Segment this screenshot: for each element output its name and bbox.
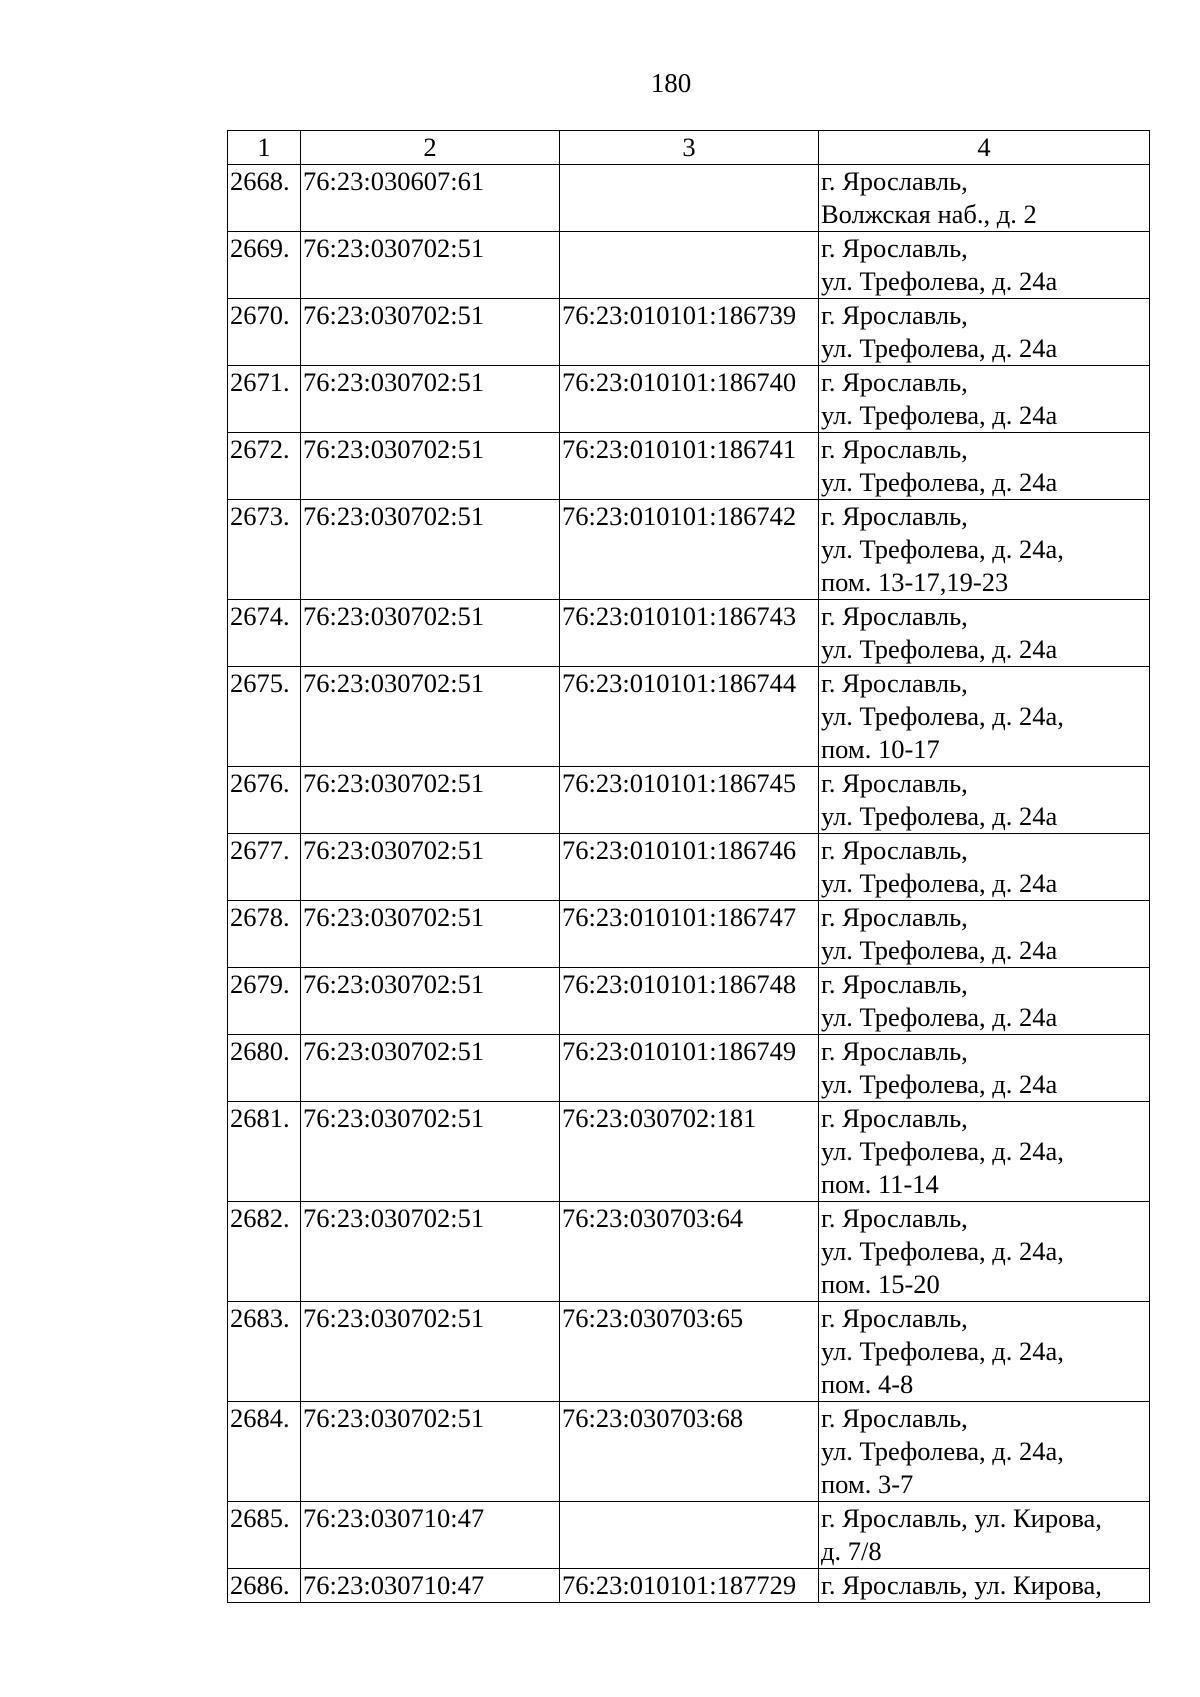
address-line: г. Ярославль,: [821, 434, 968, 464]
table-row: [228, 1402, 1150, 1502]
cadastral-number-cell: 76:23:030702:51: [301, 232, 560, 299]
table-row: [228, 834, 1150, 901]
cadastral-number-cell: 76:23:030702:51: [301, 834, 560, 901]
object-cadastral-number-cell: 76:23:010101:187729: [560, 1569, 819, 1603]
column-header-1: 1: [228, 131, 301, 165]
address-cell: [819, 901, 1150, 968]
cadastral-number-cell: 76:23:030702:51: [301, 968, 560, 1035]
cadastral-number-cell: 76:23:030702:51: [301, 433, 560, 500]
address-line: пом. 4-8: [821, 1369, 914, 1399]
address-line: Волжская наб., д. 2: [821, 199, 1037, 229]
object-cadastral-number-cell: 76:23:030702:181: [560, 1102, 819, 1202]
address-cell: [819, 1302, 1150, 1402]
row-number-cell: 2685.: [228, 1502, 301, 1569]
table-row: [228, 299, 1150, 366]
row-number-cell: 2684.: [228, 1402, 301, 1502]
address-line: ул. Трефолева, д. 24а,: [821, 1336, 1064, 1366]
address-line: ул. Трефолева, д. 24а,: [821, 1236, 1064, 1266]
table-row: [228, 500, 1150, 600]
address-cell: [819, 500, 1150, 600]
table-header-row: [228, 131, 1150, 165]
object-cadastral-number-cell: 76:23:010101:186739: [560, 299, 819, 366]
address-line: г. Ярославль,: [821, 969, 968, 999]
row-number-cell: 2677.: [228, 834, 301, 901]
table-row: [228, 1102, 1150, 1202]
row-number-cell: 2673.: [228, 500, 301, 600]
table-row: [228, 1035, 1150, 1102]
object-cadastral-number-cell: [560, 165, 819, 232]
row-number-cell: 2678.: [228, 901, 301, 968]
object-cadastral-number-cell: [560, 1502, 819, 1569]
address-line: г. Ярославль, ул. Кирова,: [821, 1570, 1102, 1600]
table-row: [228, 232, 1150, 299]
table-row: [228, 901, 1150, 968]
address-cell: [819, 232, 1150, 299]
object-cadastral-number-cell: 76:23:010101:186749: [560, 1035, 819, 1102]
address-line: пом. 3-7: [821, 1469, 914, 1499]
table-row: [228, 1202, 1150, 1302]
cadastral-number-cell: 76:23:030702:51: [301, 299, 560, 366]
column-header-2: 2: [301, 131, 560, 165]
address-line: пом. 13-17,19-23: [821, 567, 1009, 597]
address-line: г. Ярославль,: [821, 233, 968, 263]
address-cell: [819, 165, 1150, 232]
table-row: [228, 433, 1150, 500]
address-line: ул. Трефолева, д. 24а: [821, 266, 1058, 296]
cadastral-number-cell: 76:23:030702:51: [301, 767, 560, 834]
address-line: ул. Трефолева, д. 24а,: [821, 1436, 1064, 1466]
address-cell: [819, 1569, 1150, 1603]
cadastral-number-cell: 76:23:030702:51: [301, 667, 560, 767]
address-line: ул. Трефолева, д. 24а: [821, 1069, 1058, 1099]
object-cadastral-number-cell: 76:23:010101:186743: [560, 600, 819, 667]
object-cadastral-number-cell: 76:23:010101:186740: [560, 366, 819, 433]
object-cadastral-number-cell: 76:23:010101:186742: [560, 500, 819, 600]
table-row: [228, 165, 1150, 232]
address-cell: [819, 1102, 1150, 1202]
row-number-cell: 2683.: [228, 1302, 301, 1402]
address-cell: [819, 433, 1150, 500]
cadastral-number-cell: 76:23:030702:51: [301, 600, 560, 667]
address-line: г. Ярославль,: [821, 902, 968, 932]
address-cell: [819, 834, 1150, 901]
address-cell: [819, 968, 1150, 1035]
row-number-cell: 2672.: [228, 433, 301, 500]
object-cadastral-number-cell: 76:23:010101:186748: [560, 968, 819, 1035]
address-line: ул. Трефолева, д. 24а: [821, 1002, 1058, 1032]
object-cadastral-number-cell: 76:23:010101:186744: [560, 667, 819, 767]
address-line: г. Ярославль,: [821, 501, 968, 531]
page-number: 180: [650, 68, 692, 98]
address-line: ул. Трефолева, д. 24а: [821, 868, 1058, 898]
cadastral-number-cell: 76:23:030702:51: [301, 1202, 560, 1302]
table-row: [228, 1569, 1150, 1603]
address-line: г. Ярославль,: [821, 1403, 968, 1433]
row-number-cell: 2686.: [228, 1569, 301, 1603]
table-row: [228, 600, 1150, 667]
address-line: ул. Трефолева, д. 24а,: [821, 1136, 1064, 1166]
row-number-cell: 2681.: [228, 1102, 301, 1202]
object-cadastral-number-cell: 76:23:010101:186747: [560, 901, 819, 968]
address-line: г. Ярославль,: [821, 1303, 968, 1333]
row-number-cell: 2670.: [228, 299, 301, 366]
address-line: г. Ярославль,: [821, 601, 968, 631]
row-number-cell: 2671.: [228, 366, 301, 433]
column-header-3: 3: [560, 131, 819, 165]
address-line: г. Ярославль,: [821, 1103, 968, 1133]
address-line: пом. 10-17: [821, 734, 940, 764]
address-line: ул. Трефолева, д. 24а: [821, 467, 1058, 497]
address-line: ул. Трефолева, д. 24а: [821, 935, 1058, 965]
address-line: пом. 15-20: [821, 1269, 940, 1299]
address-line: г. Ярославль,: [821, 835, 968, 865]
address-cell: [819, 1035, 1150, 1102]
object-cadastral-number-cell: 76:23:030703:68: [560, 1402, 819, 1502]
table-row: [228, 767, 1150, 834]
address-cell: [819, 1202, 1150, 1302]
address-line: ул. Трефолева, д. 24а: [821, 400, 1058, 430]
object-cadastral-number-cell: 76:23:030703:65: [560, 1302, 819, 1402]
address-line: ул. Трефолева, д. 24а: [821, 634, 1058, 664]
row-number-cell: 2682.: [228, 1202, 301, 1302]
cadastral-number-cell: 76:23:030702:51: [301, 1035, 560, 1102]
object-cadastral-number-cell: [560, 232, 819, 299]
object-cadastral-number-cell: 76:23:010101:186741: [560, 433, 819, 500]
address-line: г. Ярославль,: [821, 668, 968, 698]
cadastral-number-cell: 76:23:030607:61: [301, 165, 560, 232]
table-body: [228, 165, 1150, 1603]
object-cadastral-number-cell: 76:23:010101:186746: [560, 834, 819, 901]
address-line: ул. Трефолева, д. 24а: [821, 801, 1058, 831]
cadastral-number-cell: 76:23:030710:47: [301, 1569, 560, 1603]
address-cell: [819, 667, 1150, 767]
cadastral-number-cell: 76:23:030702:51: [301, 1102, 560, 1202]
address-line: г. Ярославль,: [821, 768, 968, 798]
address-line: ул. Трефолева, д. 24а,: [821, 701, 1064, 731]
address-line: г. Ярославль,: [821, 1036, 968, 1066]
table-row: [228, 1302, 1150, 1402]
address-cell: [819, 1502, 1150, 1569]
row-number-cell: 2674.: [228, 600, 301, 667]
row-number-cell: 2668.: [228, 165, 301, 232]
row-number-cell: 2675.: [228, 667, 301, 767]
row-number-cell: 2676.: [228, 767, 301, 834]
address-line: г. Ярославль,: [821, 300, 968, 330]
address-line: пом. 11-14: [821, 1169, 939, 1199]
row-number-cell: 2669.: [228, 232, 301, 299]
table-row: [228, 366, 1150, 433]
address-line: г. Ярославль,: [821, 1203, 968, 1233]
address-line: г. Ярославль,: [821, 166, 968, 196]
object-cadastral-number-cell: 76:23:030703:64: [560, 1202, 819, 1302]
cadastral-number-cell: 76:23:030702:51: [301, 500, 560, 600]
address-cell: [819, 767, 1150, 834]
cadastral-number-cell: 76:23:030702:51: [301, 1302, 560, 1402]
table-row: [228, 667, 1150, 767]
address-cell: [819, 1402, 1150, 1502]
address-line: г. Ярославль, ул. Кирова,: [821, 1503, 1102, 1533]
address-cell: [819, 600, 1150, 667]
cadastral-number-cell: 76:23:030702:51: [301, 901, 560, 968]
table-row: [228, 968, 1150, 1035]
address-line: ул. Трефолева, д. 24а,: [821, 534, 1064, 564]
address-line: г. Ярославль,: [821, 367, 968, 397]
cadastral-number-cell: 76:23:030710:47: [301, 1502, 560, 1569]
address-line: д. 7/8: [821, 1536, 882, 1566]
registry-table: [227, 130, 1150, 1603]
cadastral-number-cell: 76:23:030702:51: [301, 1402, 560, 1502]
object-cadastral-number-cell: 76:23:010101:186745: [560, 767, 819, 834]
table-row: [228, 1502, 1150, 1569]
row-number-cell: 2679.: [228, 968, 301, 1035]
row-number-cell: 2680.: [228, 1035, 301, 1102]
cadastral-number-cell: 76:23:030702:51: [301, 366, 560, 433]
address-line: ул. Трефолева, д. 24а: [821, 333, 1058, 363]
address-cell: [819, 299, 1150, 366]
column-header-4: 4: [819, 131, 1150, 165]
address-cell: [819, 366, 1150, 433]
